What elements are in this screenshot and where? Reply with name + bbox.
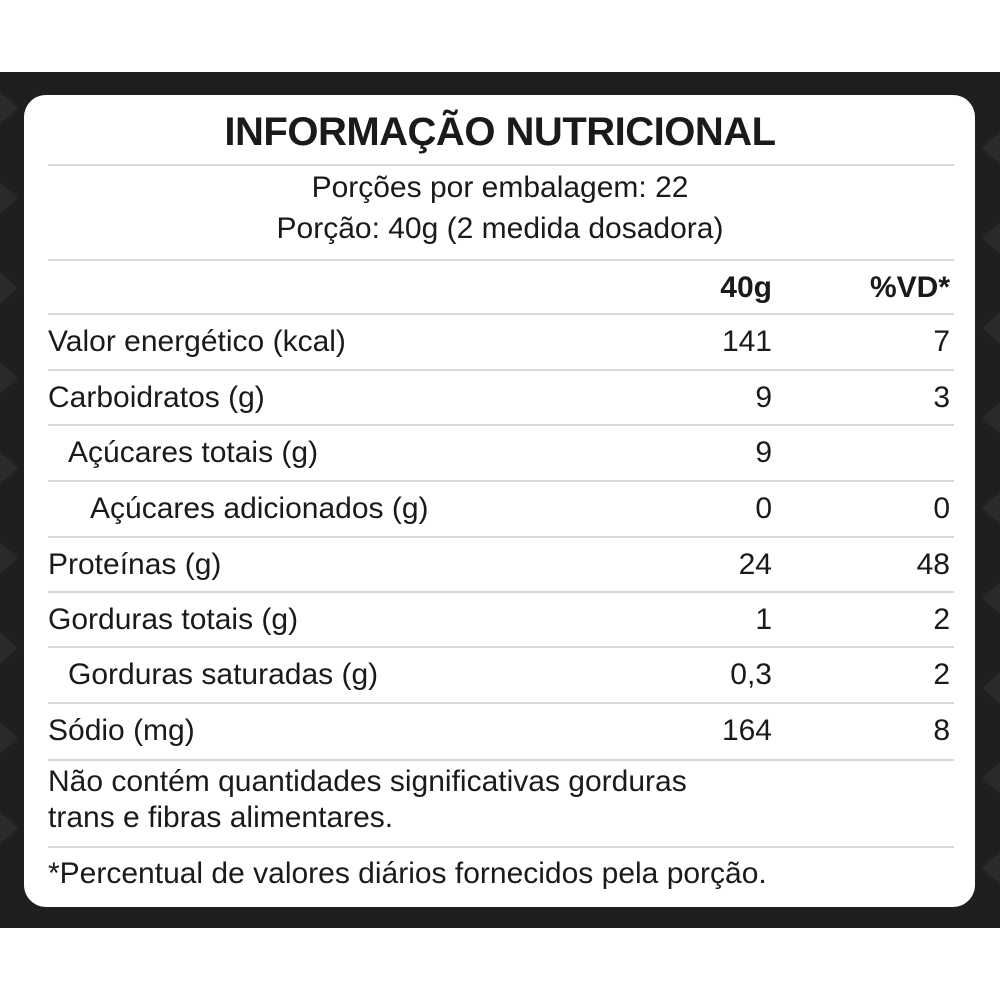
footnote: *Percentual de valores diários fornecidos pela porção. — [48, 857, 767, 890]
row-amount: 24 — [738, 548, 772, 581]
row-label: Carboidratos (g) — [48, 381, 265, 414]
note-line-2: trans e fibras alimentares. — [48, 801, 394, 834]
row-dv: 48 — [916, 548, 950, 581]
row-amount: 0,3 — [730, 658, 772, 691]
divider — [48, 846, 954, 848]
column-header-amount: 40g — [720, 271, 772, 304]
table-row-saturated-fat — [0, 647, 1000, 703]
row-dv: 2 — [933, 658, 950, 691]
row-amount: 0 — [755, 492, 772, 525]
row-label: Açúcares adicionados (g) — [90, 492, 429, 525]
serving-size: Porção: 40g (2 medida dosadora) — [276, 212, 724, 245]
row-label: Gorduras totais (g) — [48, 603, 299, 636]
row-dv: 7 — [933, 325, 950, 358]
row-dv: 0 — [933, 492, 950, 525]
row-dv: 3 — [933, 381, 950, 414]
column-header-dv: %VD* — [869, 271, 950, 304]
row-label: Valor energético (kcal) — [48, 325, 346, 358]
divider — [48, 164, 954, 166]
row-label: Proteínas (g) — [48, 548, 222, 581]
note-line-1: Não contém quantidades significativas gorduras — [48, 765, 687, 798]
row-amount: 9 — [755, 436, 772, 469]
row-label: Gorduras saturadas (g) — [68, 658, 379, 691]
table-row-total-fat — [0, 592, 1000, 648]
row-amount: 9 — [755, 381, 772, 414]
table-row-sodium — [0, 703, 1000, 759]
row-amount: 141 — [721, 325, 772, 358]
table-row-total-sugars — [0, 425, 1000, 481]
row-label: Açúcares totais (g) — [68, 436, 319, 469]
table-row-proteins — [0, 537, 1000, 593]
divider — [48, 759, 954, 761]
divider — [48, 259, 954, 261]
row-amount: 164 — [721, 714, 772, 747]
table-row-added-sugars — [0, 481, 1000, 537]
table-row-carbs — [0, 370, 1000, 426]
row-dv: 2 — [933, 603, 950, 636]
table-title: INFORMAÇÃO NUTRICIONAL — [224, 110, 776, 154]
servings-per-package: Porções por embalagem: 22 — [311, 171, 689, 204]
row-amount: 1 — [755, 603, 772, 636]
row-dv: 8 — [933, 714, 950, 747]
table-row-energy — [0, 314, 1000, 370]
row-label: Sódio (mg) — [48, 714, 195, 747]
